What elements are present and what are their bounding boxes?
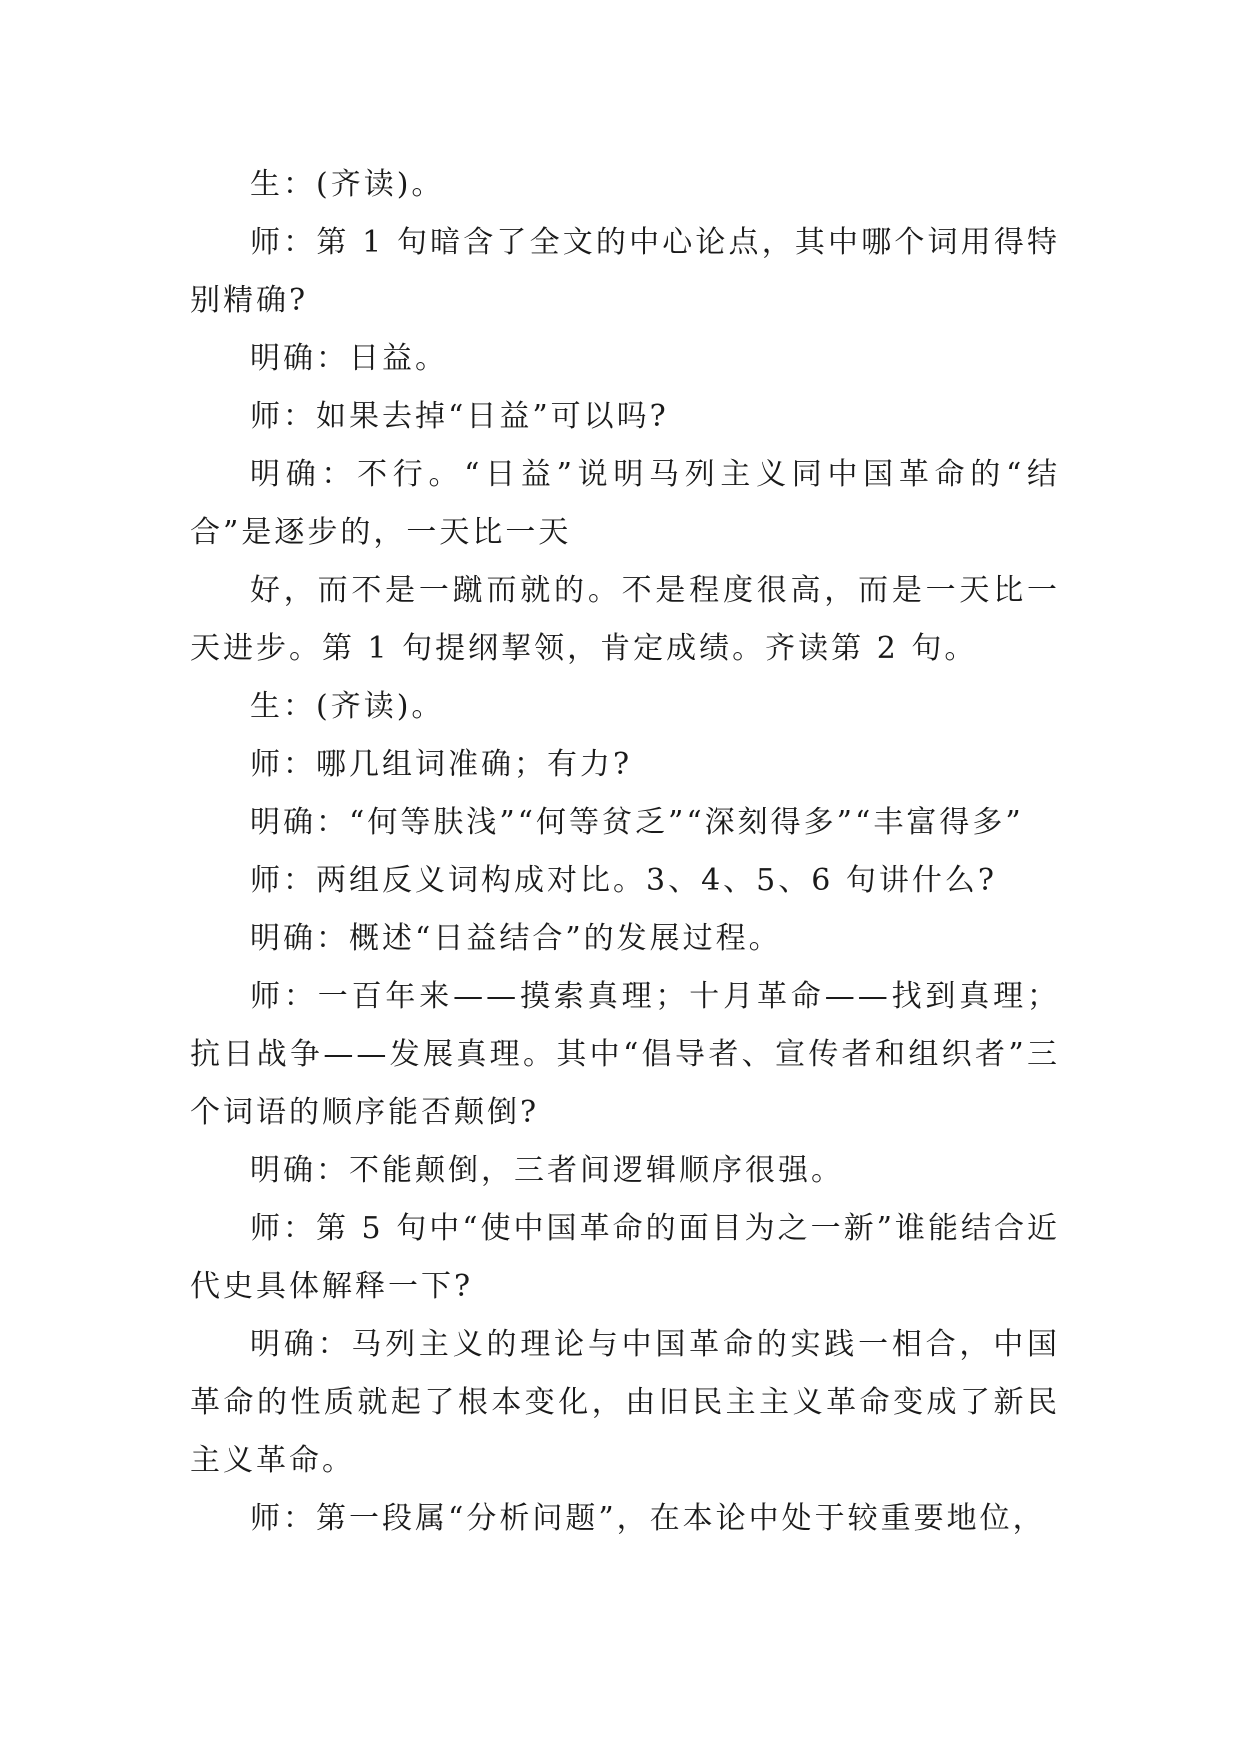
paragraph: 明确：日益。 bbox=[250, 341, 448, 376]
paragraph: 生：(齐读)。 bbox=[250, 689, 445, 724]
paragraph: 师：第一段属“分析问题”，在本论中处于较重要地位， bbox=[250, 1501, 1046, 1536]
document-body bbox=[190, 156, 1060, 1548]
paragraph: 师：两组反义词构成对比。3、4、5、6 句讲什么? bbox=[250, 863, 997, 898]
paragraph: 师：一百年来——摸索真理；十月革命——找到真理；抗日战争——发展真理。其中“倡导者、宣传者和组织者”三个词语的顺序能否颠倒? bbox=[190, 979, 1060, 1130]
paragraph: 生：(齐读)。 bbox=[250, 167, 445, 202]
paragraph: 明确：不行。“日益”说明马列主义同中国革命的“结合”是逐步的，一天比一天 bbox=[190, 457, 1060, 550]
paragraph: 师：第 5 句中“使中国革命的面目为之一新”谁能结合近代史具体解释一下? bbox=[190, 1211, 1060, 1304]
paragraph: 明确：“何等肤浅”“何等贫乏”“深刻得多”“丰富得多” bbox=[250, 805, 1024, 840]
paragraph: 好，而不是一蹴而就的。不是程度很高，而是一天比一天进步。第 1 句提纲挈领，肯定成绩。齐读第 2 句。 bbox=[190, 573, 1060, 666]
paragraph: 明确：不能颠倒，三者间逻辑顺序很强。 bbox=[250, 1153, 844, 1188]
paragraph: 师：第 1 句暗含了全文的中心论点，其中哪个词用得特别精确? bbox=[190, 225, 1060, 318]
paragraph: 明确：概述“日益结合”的发展过程。 bbox=[250, 921, 782, 956]
paragraph: 师：哪几组词准确；有力? bbox=[250, 747, 633, 782]
paragraph: 师：如果去掉“日益”可以吗? bbox=[250, 399, 669, 434]
paragraph: 明确：马列主义的理论与中国革命的实践一相合，中国革命的性质就起了根本变化，由旧民主主义革命变成了新民主义革命。 bbox=[190, 1327, 1060, 1478]
